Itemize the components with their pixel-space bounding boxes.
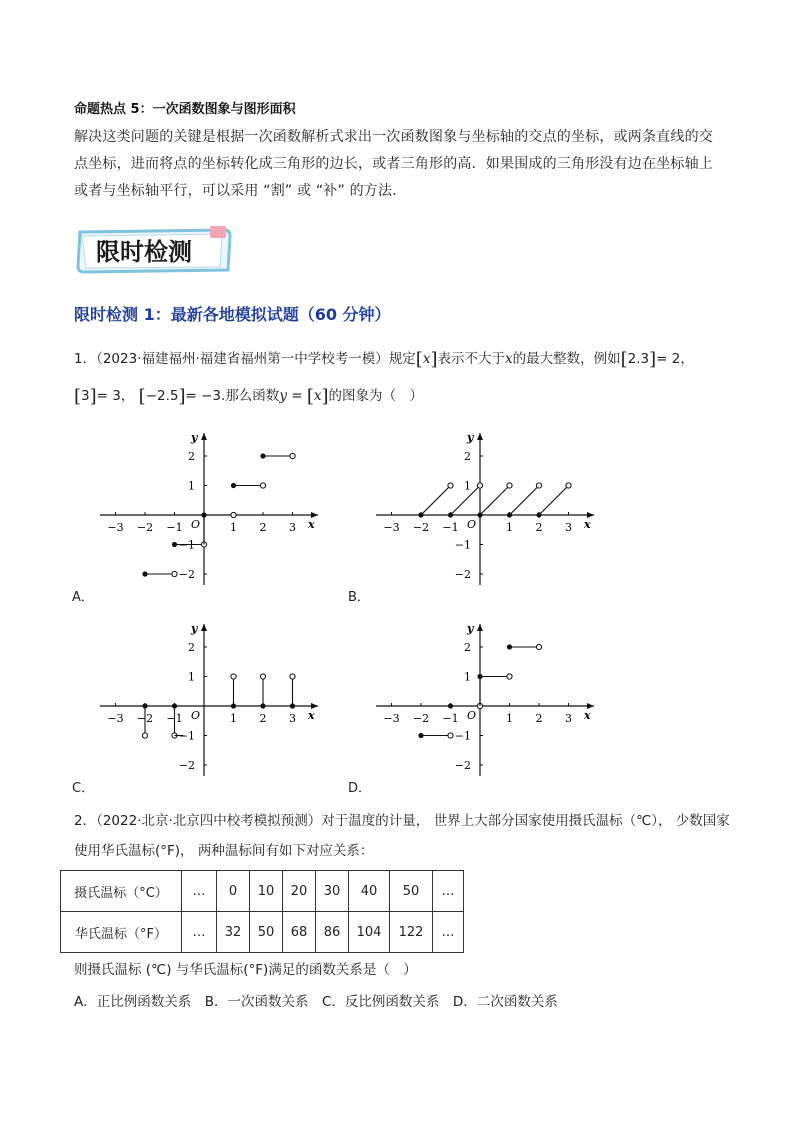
open-point xyxy=(231,512,236,517)
q1-ex3: −2.5 xyxy=(145,388,179,404)
graph-b xyxy=(372,425,602,594)
closed-point xyxy=(260,703,265,708)
open-point xyxy=(448,733,453,738)
graph-b-svg xyxy=(372,425,602,590)
y-axis-label: y xyxy=(191,622,198,635)
closed-point xyxy=(418,733,423,738)
q1-ex2-val: = 3， xyxy=(96,388,135,404)
x-tick-label: 1 xyxy=(506,712,513,725)
closed-point xyxy=(231,483,236,488)
closed-point xyxy=(142,571,147,576)
y-tick-label: −2 xyxy=(178,759,195,772)
x-tick-label: 1 xyxy=(230,712,237,725)
y-tick-label: −1 xyxy=(454,729,471,743)
table-cell: 摄氏温标（°C） xyxy=(61,871,182,912)
option-c-label[interactable]: C． xyxy=(72,781,95,796)
open-point xyxy=(260,483,265,488)
question-2-text: 2．（2022·北京·北京四中校考模拟预测）对于温度的计量， 世界上大部分国家使用摄氏温标（℃）， 少数国家使用华氏温标(°F)， 两种温标间有如下对应关系： xyxy=(74,813,730,859)
table-cell: 20 xyxy=(283,871,316,912)
closed-point xyxy=(231,703,236,708)
closed-point xyxy=(448,703,453,708)
table-cell: … xyxy=(182,912,217,953)
open-point xyxy=(172,571,177,576)
y-axis-arrow xyxy=(201,624,207,631)
y-axis-label: y xyxy=(467,622,474,635)
q1-ex2: 3 xyxy=(81,388,90,404)
y-tick-label: −1 xyxy=(454,538,471,552)
open-point xyxy=(566,483,571,488)
x-tick-label: −1 xyxy=(166,712,183,725)
x-tick-label: 1 xyxy=(506,521,513,534)
graph-a-svg xyxy=(96,425,326,590)
closed-point xyxy=(477,512,482,517)
x-tick-label: 3 xyxy=(289,521,296,534)
banner-graphic xyxy=(74,226,234,276)
section-banner xyxy=(74,226,234,276)
open-point xyxy=(477,483,482,488)
origin-label: O xyxy=(467,709,477,722)
y-axis-label: y xyxy=(467,431,474,444)
x-tick-label: 2 xyxy=(259,712,267,725)
graph-segment xyxy=(421,486,451,516)
graph-d-svg xyxy=(372,616,602,781)
y-tick-label: −2 xyxy=(454,759,471,772)
open-point xyxy=(290,453,295,458)
q1-ex3-val: = −3 xyxy=(185,388,222,404)
y-tick-label: −1 xyxy=(178,729,195,743)
q1-x2: x xyxy=(504,351,513,367)
banner-text: 限时检测 xyxy=(96,237,192,266)
x-tick-label: 3 xyxy=(565,712,572,725)
table-cell: 68 xyxy=(283,912,316,953)
q1-x3: x xyxy=(313,388,322,404)
x-tick-label: −1 xyxy=(442,521,459,534)
q1-mid1: 表示不大于 xyxy=(437,351,505,367)
x-tick-label: −1 xyxy=(442,712,459,725)
closed-point xyxy=(507,644,512,649)
open-point xyxy=(507,674,512,679)
x-tick-label: −3 xyxy=(107,712,124,725)
q1-prefix: 1．（2023·福建福州·福建省福州第一中学校考一模）规定 xyxy=(74,351,416,367)
y-axis-arrow xyxy=(477,624,483,631)
graph-c xyxy=(96,616,326,785)
table-cell: 50 xyxy=(390,871,433,912)
option-d-label[interactable]: D． xyxy=(348,781,372,796)
y-tick-label: −2 xyxy=(178,568,195,581)
open-point xyxy=(448,483,453,488)
x-tick-label: −1 xyxy=(166,521,183,534)
q1-ex1-val: = 2， xyxy=(656,351,694,367)
closed-point xyxy=(418,512,423,517)
option-b-label[interactable]: B． xyxy=(348,590,370,605)
y-tick-label: −2 xyxy=(454,568,471,581)
q1-x: x xyxy=(422,351,431,367)
x-axis-label: x xyxy=(308,709,315,722)
table-row xyxy=(61,871,464,912)
open-point xyxy=(290,674,295,679)
open-point xyxy=(536,644,541,649)
closed-point xyxy=(536,512,541,517)
q1-end: 的图象为（ ） xyxy=(328,388,424,404)
x-tick-label: 3 xyxy=(565,521,572,534)
table-row xyxy=(61,912,464,953)
y-axis-arrow xyxy=(477,433,483,440)
graph-d xyxy=(372,616,602,785)
x-tick-label: −3 xyxy=(383,521,400,534)
closed-point xyxy=(172,703,177,708)
x-tick-label: −2 xyxy=(136,521,154,534)
y-tick-label: 2 xyxy=(188,641,195,654)
x-tick-label: 2 xyxy=(535,712,543,725)
table-cell: 32 xyxy=(217,912,250,953)
table-cell: 104 xyxy=(349,912,390,953)
x-axis-label: x xyxy=(584,709,591,722)
question-2-ask: 则摄氏温标 (℃) 与华氏温标(°F)满足的函数关系是（ ） xyxy=(74,962,417,978)
table-cell: 华氏温标（°F） xyxy=(61,912,182,953)
origin-label: O xyxy=(191,518,201,531)
y-tick-label: −1 xyxy=(178,538,195,552)
table-cell: 86 xyxy=(316,912,349,953)
question-1: 1．（2023·福建福州·福建省福州第一中学校考一模）规定[x]表示不大于x的最大整数，例如[2.3]= 2， xyxy=(74,349,694,370)
x-tick-label: −3 xyxy=(383,712,400,725)
x-tick-label: 2 xyxy=(259,521,267,534)
open-point xyxy=(142,733,147,738)
temperature-table xyxy=(60,870,464,953)
table-cell: … xyxy=(182,871,217,912)
x-tick-label: 2 xyxy=(535,521,543,534)
table-cell: … xyxy=(433,871,464,912)
x-tick-label: 1 xyxy=(230,521,237,534)
x-tick-label: 3 xyxy=(289,712,296,725)
q1-mid2: 的最大整数，例如 xyxy=(512,351,621,367)
table-cell: 10 xyxy=(250,871,283,912)
origin-label: O xyxy=(191,709,201,722)
x-tick-label: −2 xyxy=(136,712,154,725)
question-2-options[interactable]: A．正比例函数关系 B．一次函数关系 C．反比例函数关系 D．二次函数关系 xyxy=(74,994,558,1010)
table-cell: 122 xyxy=(390,912,433,953)
closed-point xyxy=(507,512,512,517)
graph-segment xyxy=(480,486,510,516)
table-cell: 40 xyxy=(349,871,390,912)
y-tick-label: 1 xyxy=(188,670,195,684)
closed-point xyxy=(142,703,147,708)
y-tick-label: 2 xyxy=(188,450,195,463)
table-cell: … xyxy=(433,912,464,953)
x-tick-label: −3 xyxy=(107,521,124,534)
graph-a xyxy=(96,425,326,594)
closed-point xyxy=(172,542,177,547)
option-a-label[interactable]: A． xyxy=(72,590,94,605)
table-cell: 30 xyxy=(316,871,349,912)
x-tick-label: −2 xyxy=(412,521,430,534)
closed-point xyxy=(448,512,453,517)
y-tick-label: 2 xyxy=(464,641,471,654)
table-cell: 0 xyxy=(217,871,250,912)
y-tick-label: 2 xyxy=(464,450,471,463)
open-point xyxy=(260,674,265,679)
graph-c-svg xyxy=(96,616,326,781)
open-point xyxy=(507,483,512,488)
x-axis-label: x xyxy=(584,518,591,531)
x-axis-label: x xyxy=(308,518,315,531)
x-tick-label: −2 xyxy=(412,712,430,725)
open-point xyxy=(536,483,541,488)
open-point xyxy=(231,674,236,679)
table-cell: 50 xyxy=(250,912,283,953)
origin-label: O xyxy=(467,518,477,531)
closed-point xyxy=(290,703,295,708)
hot-topic-title: 命题热点 5：一次函数图象与图形面积 xyxy=(74,102,296,117)
section-title: 限时检测 1：最新各地模拟试题（60 分钟） xyxy=(74,305,391,324)
hot-topic-paragraph: 解决这类问题的关键是根据一次函数解析式求出一次函数图象与坐标轴的交点的坐标，或两条直线的交点坐标，进而将点的坐标转化成三角形的边长，或者三角形的高．如果围成的三角形没有边在坐标轴上或者与坐标轴平行，可以采用 “割” 或 “补” 的方法． xyxy=(74,129,713,199)
graph-segment xyxy=(510,486,540,516)
closed-point xyxy=(260,453,265,458)
q1-tail: .那么函数 xyxy=(221,388,280,404)
graph-segment xyxy=(539,486,569,516)
y-tick-label: 1 xyxy=(464,670,471,684)
q1-ex1: 2.3 xyxy=(627,351,650,367)
q1-func: y = xyxy=(279,388,307,404)
y-axis-arrow xyxy=(201,433,207,440)
y-tick-label: 1 xyxy=(188,479,195,493)
question-1-line2: [3]= 3， [−2.5]= −3.那么函数y = [x]的图象为（ ） xyxy=(74,386,424,407)
y-tick-label: 1 xyxy=(464,479,471,493)
y-axis-label: y xyxy=(191,431,198,444)
